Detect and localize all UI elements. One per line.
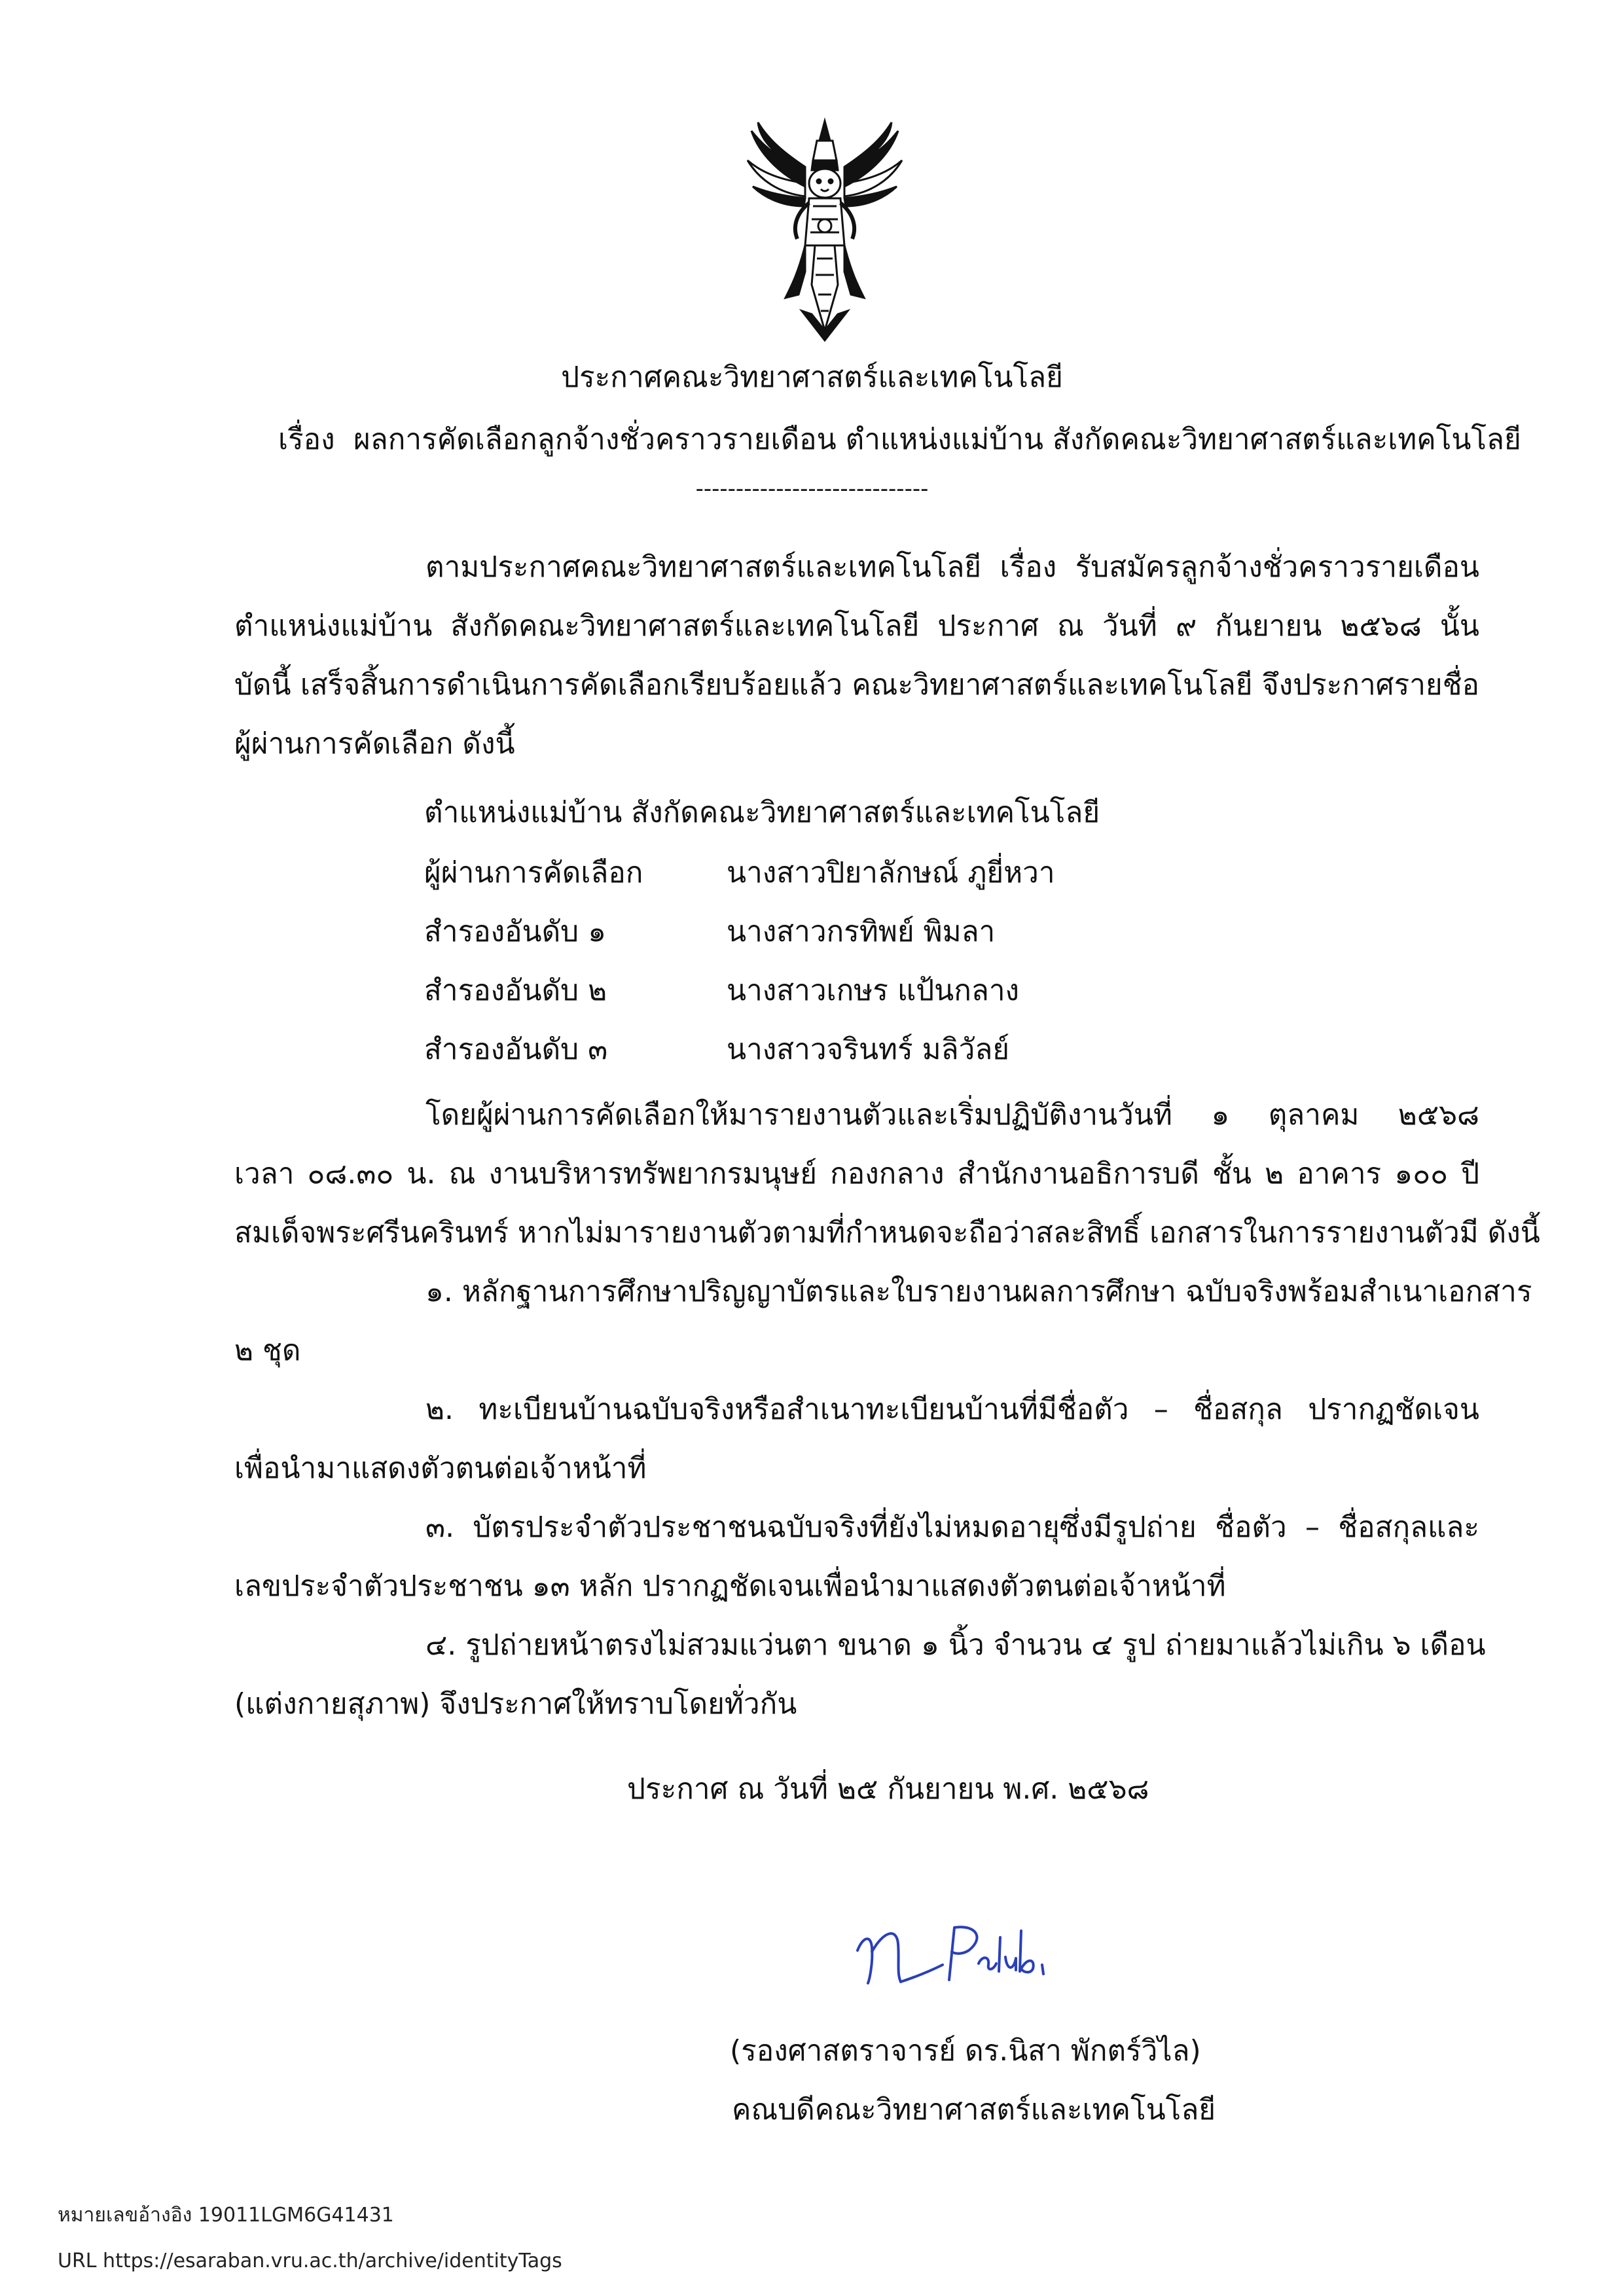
document-item-3-cont: เลขประจำตัวประชาชน ๑๓ หลัก ปรากฏชัดเจนเพื่อนำมาแสดงตัวตนต่อเจ้าหน้าที่ (234, 1570, 1226, 1603)
signatory-name: (รองศาสตราจารย์ ดร.นิสา พักตร์วิไล) (730, 2034, 1201, 2068)
document-item-1: ๑. หลักฐานการศึกษาปริญญาบัตรและใบรายงานผลการศึกษา ฉบับจริงพร้อมสำเนาเอกสาร (425, 1275, 1532, 1308)
header-divider: ----------------------------- (695, 476, 929, 502)
reference-number: หมายเลขอ้างอิง 19011LGM6G41431 (58, 2204, 394, 2227)
result-name: นางสาวปิยาลักษณ์ ภูยี่หวา (727, 856, 1055, 889)
announcement-title: ประกาศคณะวิทยาศาสตร์และเทคโนโลยี (561, 361, 1063, 394)
result-label: ผู้ผ่านการคัดเลือก (424, 856, 643, 889)
subject-text: ผลการคัดเลือกลูกจ้างชั่วคราวรายเดือน ตำแหน่งแม่บ้าน สังกัดคณะวิทยาศาสตร์และเทคโนโลยี (353, 423, 1521, 456)
document-item-2: ๒. ทะเบียนบ้านฉบับจริงหรือสำเนาทะเบียนบ้านที่มีชื่อตัว – ชื่อสกุล ปรากฏชัดเจน (425, 1393, 1479, 1426)
report-line-2: เวลา ๐๘.๓๐ น. ณ งานบริหารทรัพยากรมนุษย์ กองกลาง สำนักงานอธิการบดี ชั้น ๒ อาคาร ๑๐๐ ปี (234, 1157, 1479, 1191)
document-item-4-cont: (แต่งกายสุภาพ) จึงประกาศให้ทราบโดยทั่วกัน (234, 1687, 797, 1721)
report-line-3: สมเด็จพระศรีนครินทร์ หากไม่มารายงานตัวตามที่กำหนดจะถือว่าสละสิทธิ์ เอกสารในการรายงานตัวมี ดังนี้ (234, 1216, 1540, 1249)
result-label: สำรองอันดับ ๓ (424, 1033, 608, 1066)
document-item-2-cont: เพื่อนำมาแสดงตัวตนต่อเจ้าหน้าที่ (234, 1452, 647, 1485)
archive-url: URL https://esaraban.vru.ac.th/archive/identityTags (58, 2250, 562, 2272)
result-label: สำรองอันดับ ๒ (424, 974, 607, 1007)
document-item-1-cont: ๒ ชุด (234, 1334, 301, 1367)
results-position: ตำแหน่งแม่บ้าน สังกัดคณะวิทยาศาสตร์และเทคโนโลยี (424, 796, 1100, 829)
result-name: นางสาวเกษร แป้นกลาง (727, 974, 1020, 1007)
report-line-1: โดยผู้ผ่านการคัดเลือกให้มารายงานตัวและเริ่มปฏิบัติงานวันที่ ๑ ตุลาคม ๒๕๖๘ (425, 1098, 1479, 1132)
announce-date: ประกาศ ณ วันที่ ๒๕ กันยายน พ.ศ. ๒๕๖๘ (627, 1772, 1149, 1806)
intro-line-3: บัดนี้ เสร็จสิ้นการดำเนินการคัดเลือกเรียบร้อยแล้ว คณะวิทยาศาสตร์และเทคโนโลยี จึงประกาศรายชื่อ (234, 668, 1479, 702)
handwritten-signature (844, 1911, 1060, 1990)
intro-line-1: ตามประกาศคณะวิทยาศาสตร์และเทคโนโลยี เรื่อง รับสมัครลูกจ้างชั่วคราวรายเดือน (425, 550, 1479, 584)
result-name: นางสาวจรินทร์ มลิวัลย์ (727, 1033, 1010, 1066)
subject-label: เรื่อง (278, 423, 335, 456)
garuda-emblem-icon (740, 115, 910, 350)
document-item-3: ๓. บัตรประจำตัวประชาชนฉบับจริงที่ยังไม่หมดอายุซึ่งมีรูปถ่าย ชื่อตัว – ชื่อสกุลและ (425, 1511, 1479, 1544)
result-label: สำรองอันดับ ๑ (424, 915, 607, 948)
intro-line-2: ตำแหน่งแม่บ้าน สังกัดคณะวิทยาศาสตร์และเทคโนโลยี ประกาศ ณ วันที่ ๙ กันยายน ๒๕๖๘ นั้น (234, 609, 1479, 643)
signatory-title: คณบดีคณะวิทยาศาสตร์และเทคโนโลยี (732, 2093, 1216, 2126)
result-name: นางสาวกรทิพย์ พิมลา (727, 915, 996, 948)
document-item-4: ๔. รูปถ่ายหน้าตรงไม่สวมแว่นตา ขนาด ๑ นิ้ว จำนวน ๔ รูป ถ่ายมาแล้วไม่เกิน ๖ เดือน (425, 1628, 1486, 1662)
intro-line-4: ผู้ผ่านการคัดเลือก ดังนี้ (234, 727, 515, 761)
